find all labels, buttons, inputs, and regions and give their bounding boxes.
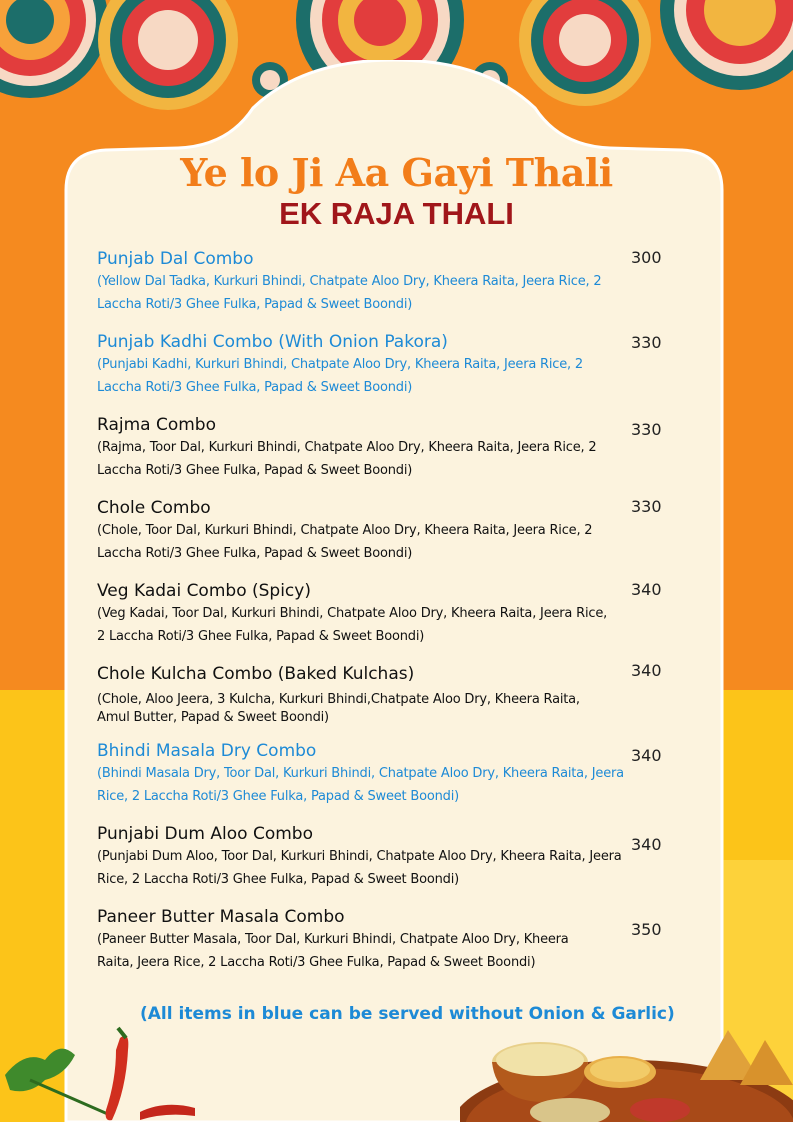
item-description: (Bhindi Masala Dry, Toor Dal, Kurkuri Bhindi, Chatpate Aloo Dry, Kheera Raita, Jeera Rice, 2 Laccha Roti/3 Ghee Fulka, Papad & Sweet Boondi) bbox=[97, 766, 624, 804]
item-description: (Yellow Dal Tadka, Kurkuri Bhindi, Chatpate Aloo Dry, Kheera Raita, Jeera Rice, 2 Laccha Roti/3 Ghee Fulka, Papad & Sweet Boondi) bbox=[97, 274, 602, 312]
menu-item bbox=[97, 823, 697, 906]
menu-item bbox=[97, 740, 697, 823]
item-description: (Paneer Butter Masala, Toor Dal, Kurkuri Bhindi, Chatpate Aloo Dry, Kheera Raita, Jeera Rice, 2 Laccha Roti/3 Ghee Fulka, Papad & Sweet Boondi) bbox=[97, 932, 569, 970]
thali-food-decoration bbox=[460, 1020, 793, 1122]
item-description: (Chole, Toor Dal, Kurkuri Bhindi, Chatpate Aloo Dry, Kheera Raita, Jeera Rice, 2 Laccha Roti/3 Ghee Fulka, Papad & Sweet Boondi) bbox=[97, 523, 593, 561]
item-price: 340 bbox=[631, 580, 662, 599]
item-price: 330 bbox=[631, 333, 662, 352]
item-name: Rajma Combo bbox=[97, 415, 216, 435]
item-price: 340 bbox=[631, 835, 662, 854]
menu-item bbox=[97, 414, 697, 497]
item-name: Punjab Kadhi Combo (With Onion Pakora) bbox=[97, 332, 448, 352]
footer-note: (All items in blue can be served without Onion & Garlic) bbox=[140, 1004, 675, 1024]
item-description: (Punjabi Dum Aloo, Toor Dal, Kurkuri Bhindi, Chatpate Aloo Dry, Kheera Raita, Jeera Rice, 2 Laccha Roti/3 Ghee Fulka, Papad & Sweet Boondi) bbox=[97, 849, 622, 887]
menu-item bbox=[97, 580, 697, 663]
item-description: (Punjabi Kadhi, Kurkuri Bhindi, Chatpate Aloo Dry, Kheera Raita, Jeera Rice, 2 Laccha Roti/3 Ghee Fulka, Papad & Sweet Boondi) bbox=[97, 357, 583, 395]
item-name: Punjabi Dum Aloo Combo bbox=[97, 824, 313, 844]
menu-list bbox=[97, 248, 697, 996]
item-name: Punjab Dal Combo bbox=[97, 249, 254, 269]
item-name: Veg Kadai Combo (Spicy) bbox=[97, 581, 311, 601]
chili-decoration bbox=[0, 1020, 200, 1122]
menu-item bbox=[97, 331, 697, 414]
page-title: Ye lo Ji Aa Gayi Thali bbox=[180, 150, 613, 195]
item-price: 330 bbox=[631, 497, 662, 516]
menu-item bbox=[97, 663, 697, 740]
menu-item bbox=[97, 248, 697, 331]
item-name: Chole Combo bbox=[97, 498, 211, 518]
item-description: (Veg Kadai, Toor Dal, Kurkuri Bhindi, Chatpate Aloo Dry, Kheera Raita, Jeera Rice, 2 Laccha Roti/3 Ghee Fulka, Papad & Sweet Boondi) bbox=[97, 606, 608, 644]
item-description: (Chole, Aloo Jeera, 3 Kulcha, Kurkuri Bhindi,Chatpate Aloo Dry, Kheera Raita, Amul Butter, Papad & Sweet Boondi) bbox=[97, 692, 580, 725]
item-price: 340 bbox=[631, 746, 662, 765]
menu-item bbox=[97, 497, 697, 580]
item-name: Chole Kulcha Combo (Baked Kulchas) bbox=[97, 664, 415, 684]
item-name: Bhindi Masala Dry Combo bbox=[97, 741, 317, 761]
item-name: Paneer Butter Masala Combo bbox=[97, 907, 345, 927]
item-price: 350 bbox=[631, 920, 662, 939]
item-price: 340 bbox=[631, 661, 662, 680]
page-subtitle: EK RAJA THALI bbox=[279, 196, 514, 231]
item-price: 300 bbox=[631, 248, 662, 267]
menu-item bbox=[97, 906, 697, 996]
item-description: (Rajma, Toor Dal, Kurkuri Bhindi, Chatpate Aloo Dry, Kheera Raita, Jeera Rice, 2 Laccha Roti/3 Ghee Fulka, Papad & Sweet Boondi) bbox=[97, 440, 597, 478]
item-price: 330 bbox=[631, 420, 662, 439]
